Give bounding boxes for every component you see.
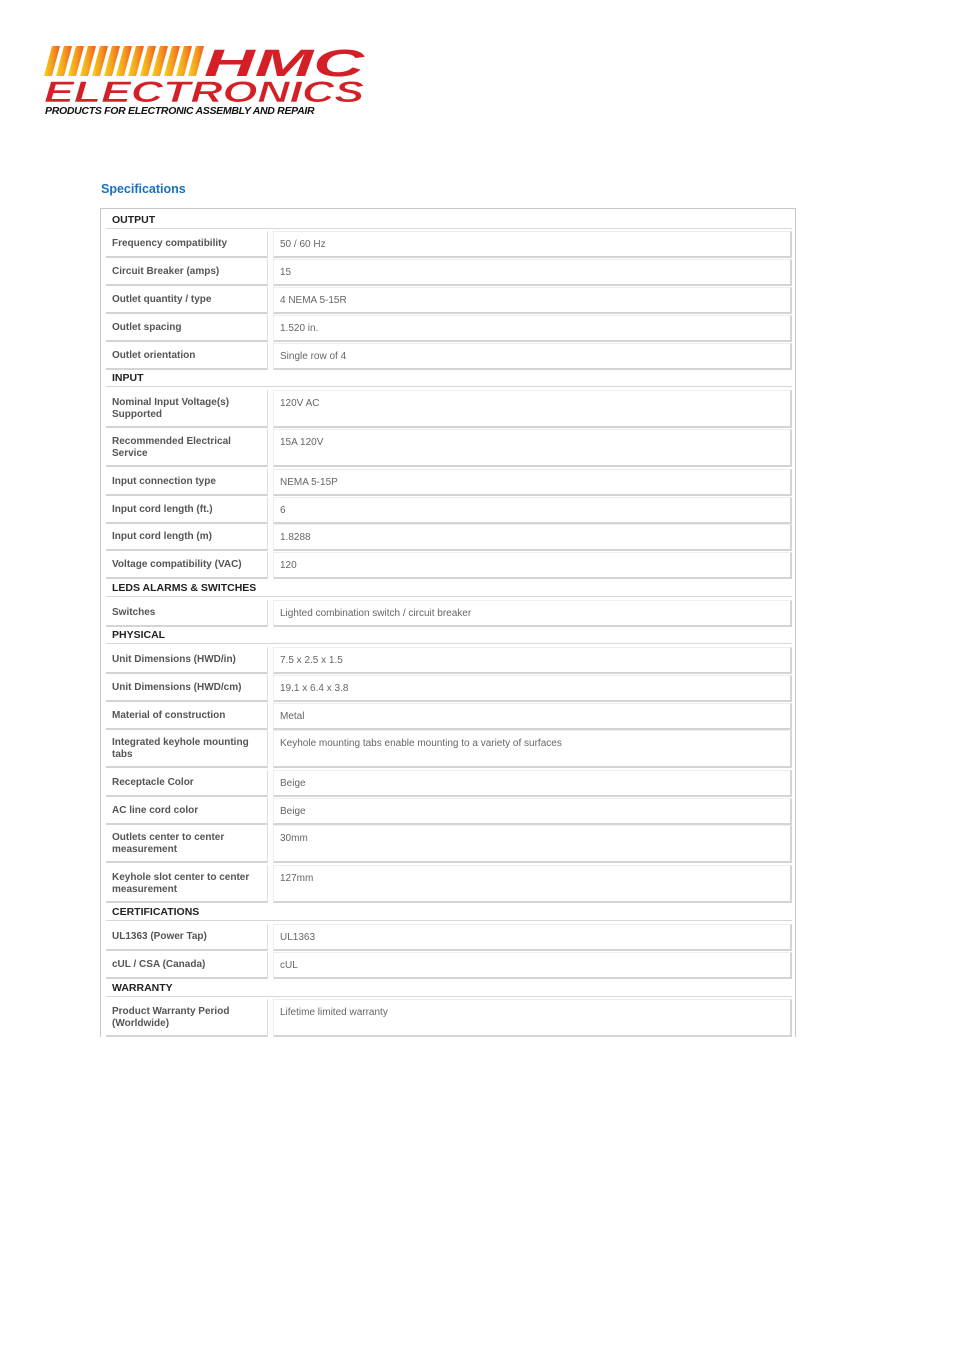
row-value: 15 [273, 259, 792, 286]
row-value: 4 NEMA 5-15R [273, 287, 792, 314]
table-row [106, 315, 792, 342]
row-label: Recommended Electrical Service [106, 429, 268, 467]
row-label: Unit Dimensions (HWD/cm) [106, 675, 268, 702]
logo-stripes [44, 46, 204, 76]
row-value: 127mm [273, 865, 792, 903]
table-row [106, 287, 792, 314]
row-label: UL1363 (Power Tap) [106, 924, 268, 951]
table-row [106, 469, 792, 496]
row-label: Input cord length (ft.) [106, 497, 268, 524]
row-value: Single row of 4 [273, 343, 792, 370]
row-value: Beige [273, 770, 792, 797]
table-row [106, 552, 792, 579]
table-row [106, 703, 792, 730]
table-row [106, 730, 792, 768]
row-value: UL1363 [273, 924, 792, 951]
row-label: Voltage compatibility (VAC) [106, 552, 268, 579]
row-value: 7.5 x 2.5 x 1.5 [273, 647, 792, 674]
section-output: OUTPUT [106, 211, 792, 229]
row-label: Receptacle Color [106, 770, 268, 797]
row-label: Keyhole slot center to center measurement [106, 865, 268, 903]
row-label: Input cord length (m) [106, 524, 268, 551]
row-value: 15A 120V [273, 429, 792, 467]
row-value: Lighted combination switch / circuit breaker [273, 600, 792, 627]
row-label: Integrated keyhole mounting tabs [106, 730, 268, 768]
table-row [106, 675, 792, 702]
section-physical: PHYSICAL [106, 626, 792, 644]
table-row [106, 647, 792, 674]
row-label: Material of construction [106, 703, 268, 730]
table-row [106, 798, 792, 825]
table-row [106, 924, 792, 951]
table-row [106, 497, 792, 524]
row-label: Outlet spacing [106, 315, 268, 342]
row-label: Product Warranty Period (Worldwide) [106, 999, 268, 1037]
row-label: Nominal Input Voltage(s) Supported [106, 390, 268, 428]
row-value: 1.8288 [273, 524, 792, 551]
row-value: cUL [273, 952, 792, 979]
row-label: cUL / CSA (Canada) [106, 952, 268, 979]
row-value: NEMA 5-15P [273, 469, 792, 496]
row-value: 1.520 in. [273, 315, 792, 342]
table-row [106, 600, 792, 627]
company-logo [44, 42, 366, 120]
row-label: Unit Dimensions (HWD/in) [106, 647, 268, 674]
table-row [106, 231, 792, 258]
logo-wordmark-electronics: ELECTRONICS [44, 76, 364, 104]
logo-wordmark-hmc: HMC [204, 43, 366, 85]
row-value: 30mm [273, 825, 792, 863]
table-row [106, 390, 792, 428]
section-warranty: WARRANTY [106, 979, 792, 997]
row-value: 120V AC [273, 390, 792, 428]
row-value: 50 / 60 Hz [273, 231, 792, 258]
row-value: Beige [273, 798, 792, 825]
table-row [106, 825, 792, 863]
section-leds-alarms-switches: LEDS ALARMS & SWITCHES [106, 579, 792, 597]
row-label: Outlets center to center measurement [106, 825, 268, 863]
section-certifications: CERTIFICATIONS [106, 903, 792, 921]
table-row [106, 952, 792, 979]
specifications-table [100, 208, 796, 1037]
row-label: AC line cord color [106, 798, 268, 825]
table-row [106, 343, 792, 370]
specifications-heading: Specifications [101, 182, 186, 196]
row-value: 19.1 x 6.4 x 3.8 [273, 675, 792, 702]
table-row [106, 524, 792, 551]
section-input: INPUT [106, 369, 792, 387]
row-value: Metal [273, 703, 792, 730]
row-label: Switches [106, 600, 268, 627]
row-label: Frequency compatibility [106, 231, 268, 258]
row-label: Outlet orientation [106, 343, 268, 370]
row-label: Outlet quantity / type [106, 287, 268, 314]
row-value: Lifetime limited warranty [273, 999, 792, 1037]
table-row [106, 429, 792, 467]
row-value: Keyhole mounting tabs enable mounting to a variety of surfaces [273, 730, 792, 768]
table-row [106, 770, 792, 797]
table-row [106, 865, 792, 903]
table-row [106, 999, 792, 1037]
logo-graphic [44, 42, 366, 104]
table-row [106, 259, 792, 286]
row-label: Circuit Breaker (amps) [106, 259, 268, 286]
logo-tagline: PRODUCTS FOR ELECTRONIC ASSEMBLY AND REPAIR [45, 105, 315, 117]
row-value: 120 [273, 552, 792, 579]
row-label: Input connection type [106, 469, 268, 496]
row-value: 6 [273, 497, 792, 524]
